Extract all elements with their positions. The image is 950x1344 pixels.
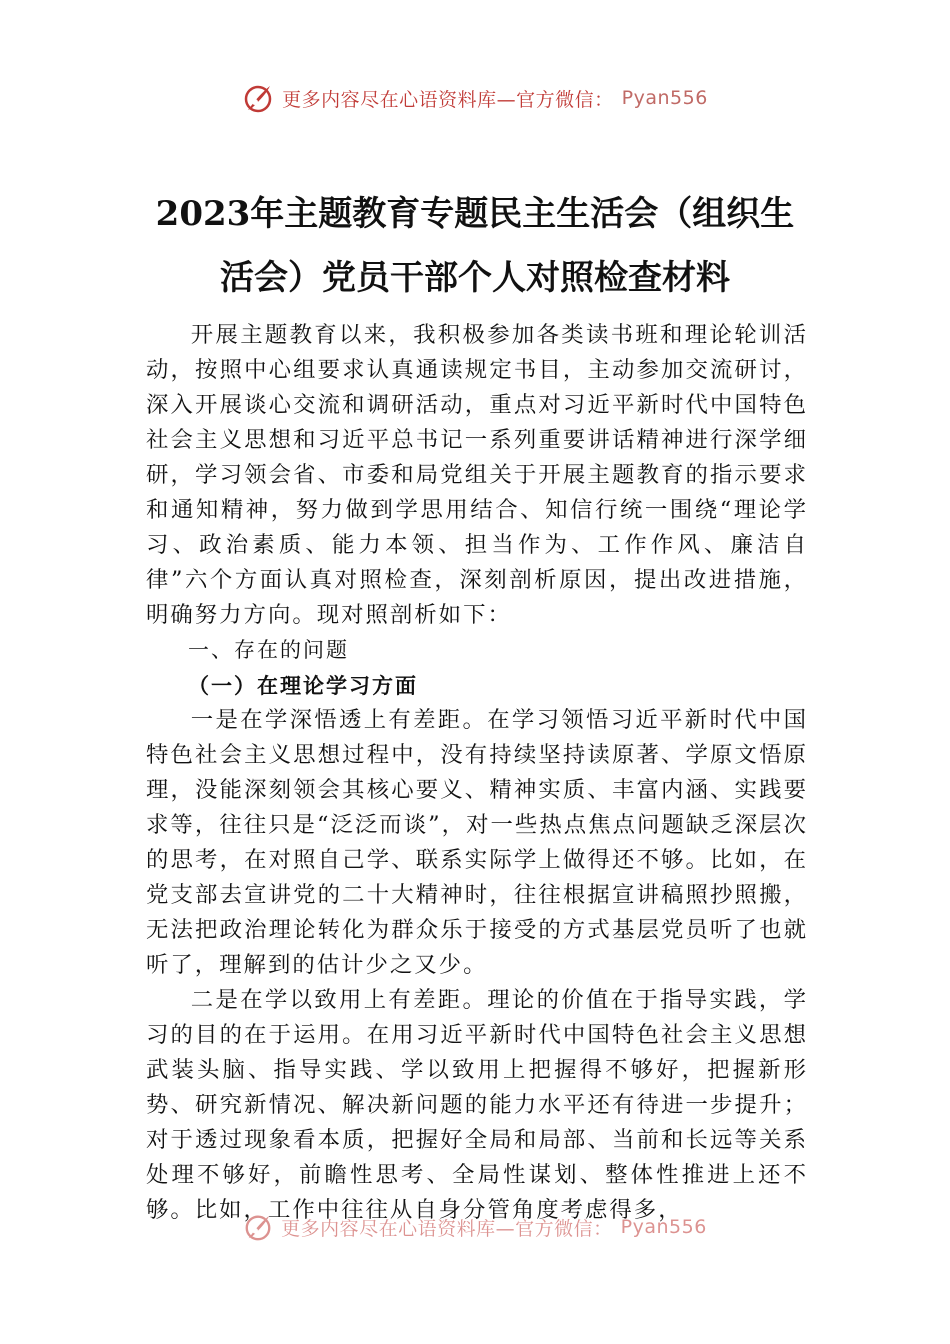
paragraph-1: 一是在学深悟透上有差距。在学习领悟习近平新时代中国特色社会主义思想过程中，没有持续坚持读原著、学原文悟原理，没能深刻领会其核心要义、精神实质、丰富内涵、实践要求等，往往只是“泛泛而谈”，对一些热点焦点问题缺乏深层次的思考，在对照自己学、联系实际学上做得还不够。比如，在党支部去宣讲党的二十大精神时，往往根据宣讲稿照抄照搬，无法把政治理论转化为群众乐于接受的方式基层党员听了也就听了，理解到的估计少之又少。 [146, 707, 808, 978]
section-heading-problems: 一、存在的问题 [188, 638, 349, 662]
quill-circle-logo-icon [242, 82, 274, 114]
document-body [146, 318, 808, 1228]
footer-banner-text: 更多内容尽在心语资料库—官方微信： [281, 1217, 613, 1240]
document-title [100, 182, 850, 310]
header-banner-text: 更多内容尽在心语资料库—官方微信： [282, 88, 614, 111]
footer-banner [0, 1212, 950, 1242]
header-banner [0, 82, 950, 114]
header-wechat-id: Pyan556 [621, 87, 708, 109]
title-line-1: 2023年主题教育专题民主生活会（组织生 [155, 194, 795, 234]
quill-circle-logo-icon [243, 1212, 273, 1242]
subsection-heading-theory-study: （一）在理论学习方面 [188, 673, 418, 698]
footer-wechat-id: Pyan556 [620, 1216, 707, 1238]
paragraph-2: 二是在学以致用上有差距。理论的价值在于指导实践，学习的目的在于运用。在用习近平新时代中国特色社会主义思想武装头脑、指导实践、学以致用上把握得不够好，把握新形势、研究新情况、解决新问题的能力水平还有待进一步提升；对于透过现象看本质，把握好全局和局部、当前和长远等关系处理不够好，前瞻性思考、全局性谋划、整体性推进上还不够。比如，工作中往往从自身分管角度考虑得多， [146, 987, 808, 1223]
title-line-2: 活会）党员干部个人对照检查材料 [220, 258, 730, 298]
intro-paragraph: 开展主题教育以来，我积极参加各类读书班和理论轮训活动，按照中心组要求认真通读规定书目，主动参加交流研讨，深入开展谈心交流和调研活动，重点对习近平新时代中国特色社会主义思想和习近平总书记一系列重要讲话精神进行深学细研，学习领会省、市委和局党组关于开展主题教育的指示要求和通知精神，努力做到学思用结合、知信行统一围绕“理论学习、政治素质、能力本领、担当作为、工作作风、廉洁自律”六个方面认真对照检查，深刻剖析原因，提出改进措施，明确努力方向。现对照剖析如下： [146, 322, 808, 628]
